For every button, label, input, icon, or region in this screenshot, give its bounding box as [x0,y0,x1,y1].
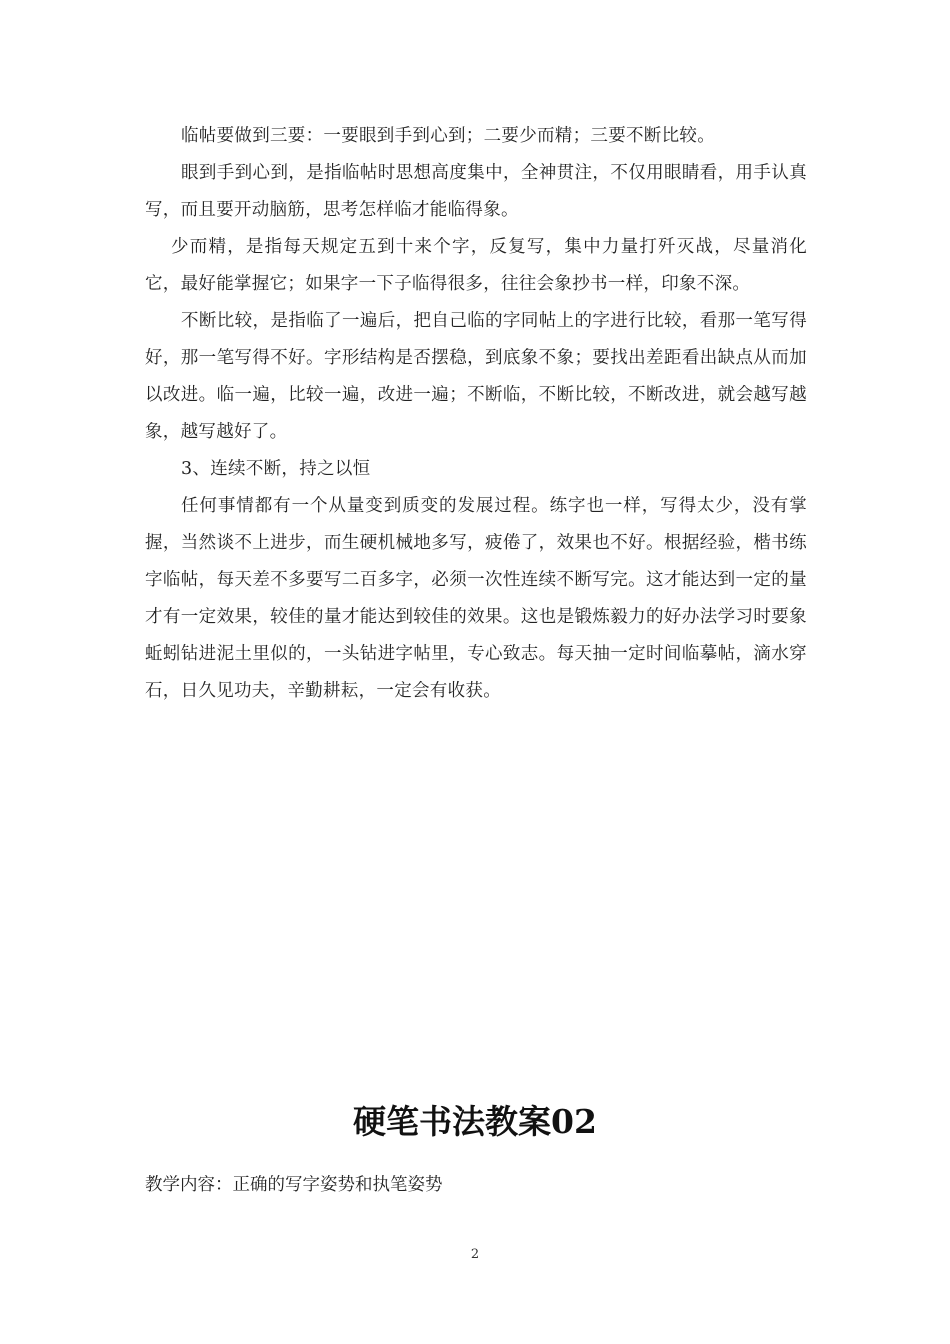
paragraph-constant-comparison: 不断比较，是指临了一遍后，把自己临的字同帖上的字进行比较，看那一笔写得好，那一笔写得不好。字形结构是否摆稳，到底象不象；要找出差距看出缺点从而加以改进。临一遍，比较一遍，改进一遍；不断临，不断比较，不断改进，就会越写越象，越写越好了。 [145,311,807,442]
body-text [145,118,807,710]
paragraph-eye-hand-heart: 眼到手到心到，是指临帖时思想高度集中，全神贯注，不仅用眼睛看，用手认真写，而且要开动脑筋，思考怎样临才能临得象。 [145,163,807,220]
page-number: 2 [470,1247,480,1262]
paragraph-persistence: 任何事情都有一个从量变到质变的发展过程。练字也一样，写得太少，没有掌握，当然谈不上进步，而生硬机械地多写，疲倦了，效果也不好。根据经验，楷书练字临帖，每天差不多要写二百多字，必须一次性连续不断写完。这才能达到一定的量才有一定效果，较佳的量才能达到较佳的效果。这也是锻炼毅力的好办法学习时要象蚯蚓钻进泥土里似的，一头钻进字帖里，专心致志。每天抽一定时间临摹帖，滴水穿石，日久见功夫，辛勤耕耘，一定会有收获。 [145,496,807,701]
teaching-content-line: 教学内容：正确的写字姿势和执笔姿势 [145,1175,443,1195]
paragraph-three-requirements: 临帖要做到三要：一要眼到手到心到；二要少而精；三要不断比较。 [181,126,715,146]
paragraph-less-but-refined: 少而精，是指每天规定五到十来个字，反复写，集中力量打歼灭战，尽量消化它，最好能掌握它；如果字一下子临得很多，往往会象抄书一样，印象不深。 [145,237,807,294]
section-title: 硬笔书法教案02 [353,1102,597,1141]
section-heading-persistence: 3、连续不断，持之以恒 [181,459,371,479]
